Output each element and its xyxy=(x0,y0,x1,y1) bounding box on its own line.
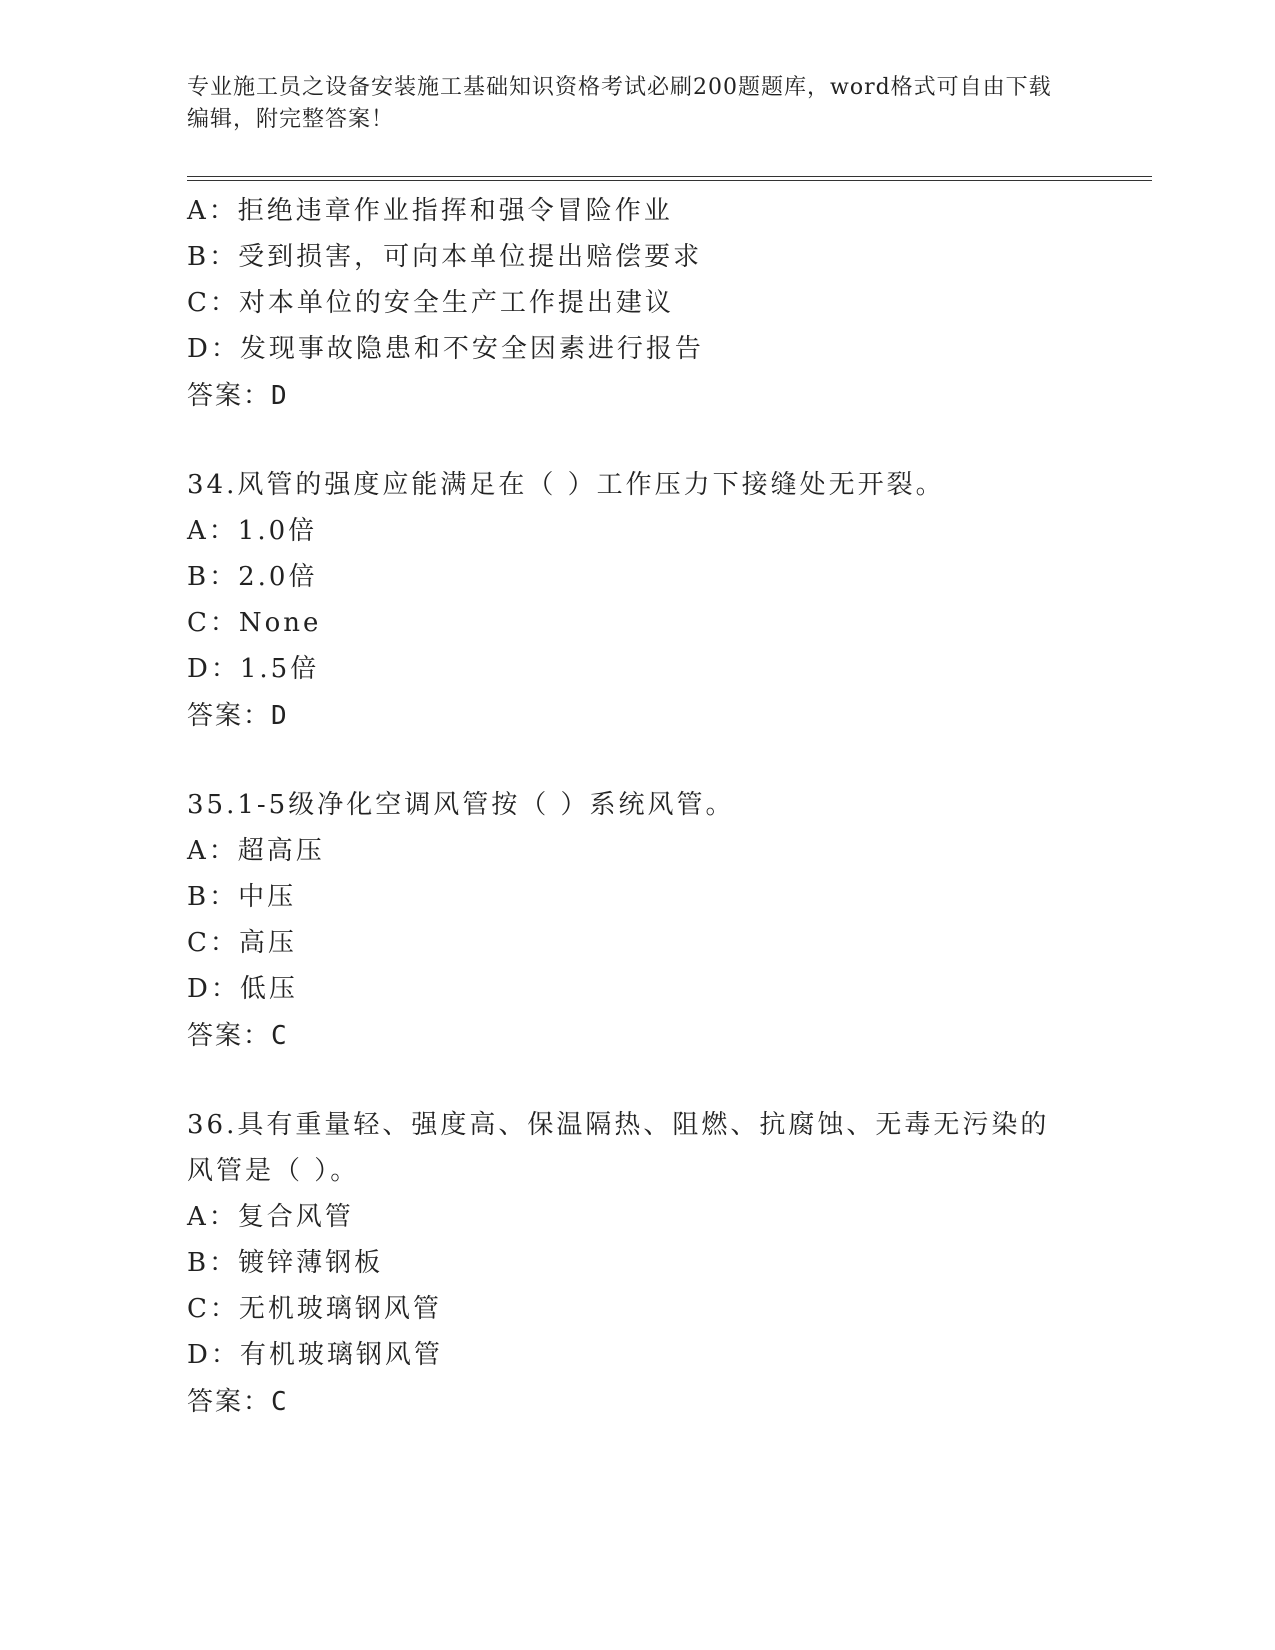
question-list xyxy=(187,188,1107,1424)
option-d: D：有机玻璃钢风管 xyxy=(187,1340,443,1370)
question-block-34 xyxy=(187,462,1107,738)
question-block-35 xyxy=(187,782,1107,1058)
option-a: A：复合风管 xyxy=(187,1202,354,1232)
answer-line: 答案：D xyxy=(187,380,287,411)
answer-value: D xyxy=(271,701,287,731)
answer-value: C xyxy=(271,1021,287,1051)
option-b: B：中压 xyxy=(187,882,297,912)
option-b: B：受到损害，可向本单位提出赔偿要求 xyxy=(187,242,703,272)
question-block-36 xyxy=(187,1102,1107,1424)
question-stem: 36.具有重量轻、强度高、保温隔热、阻燃、抗腐蚀、无毒无污染的风管是（ ）。 xyxy=(187,1110,1050,1186)
answer-value: D xyxy=(271,381,287,411)
option-a: A：拒绝违章作业指挥和强令冒险作业 xyxy=(187,196,673,226)
option-d: D：发现事故隐患和不安全因素进行报告 xyxy=(187,334,704,364)
header-double-rule xyxy=(187,176,1152,181)
option-c: C：None xyxy=(187,608,322,638)
question-stem: 35.1-5级净化空调风管按（ ）系统风管。 xyxy=(187,790,735,820)
option-b: B：镀锌薄钢板 xyxy=(187,1248,384,1278)
option-c: C：无机玻璃钢风管 xyxy=(187,1294,442,1324)
option-c: C：高压 xyxy=(187,928,297,958)
answer-line: 答案：C xyxy=(187,1386,287,1417)
option-c: C：对本单位的安全生产工作提出建议 xyxy=(187,288,674,318)
option-b: B：2.0倍 xyxy=(187,562,318,592)
option-a: A：1.0倍 xyxy=(187,516,318,546)
option-d: D：低压 xyxy=(187,974,298,1004)
answer-value: C xyxy=(271,1387,287,1417)
document-header xyxy=(187,72,1067,136)
question-stem: 34.风管的强度应能满足在（ ）工作压力下接缝处无开裂。 xyxy=(187,470,945,500)
option-a: A：超高压 xyxy=(187,836,325,866)
question-block-prev xyxy=(187,188,1107,418)
answer-line: 答案：C xyxy=(187,1020,287,1051)
document-title: 专业施工员之设备安装施工基础知识资格考试必刷200题题库，word格式可自由下载编辑，附完整答案！ xyxy=(187,75,1052,132)
answer-line: 答案：D xyxy=(187,700,287,731)
option-d: D：1.5倍 xyxy=(187,654,320,684)
